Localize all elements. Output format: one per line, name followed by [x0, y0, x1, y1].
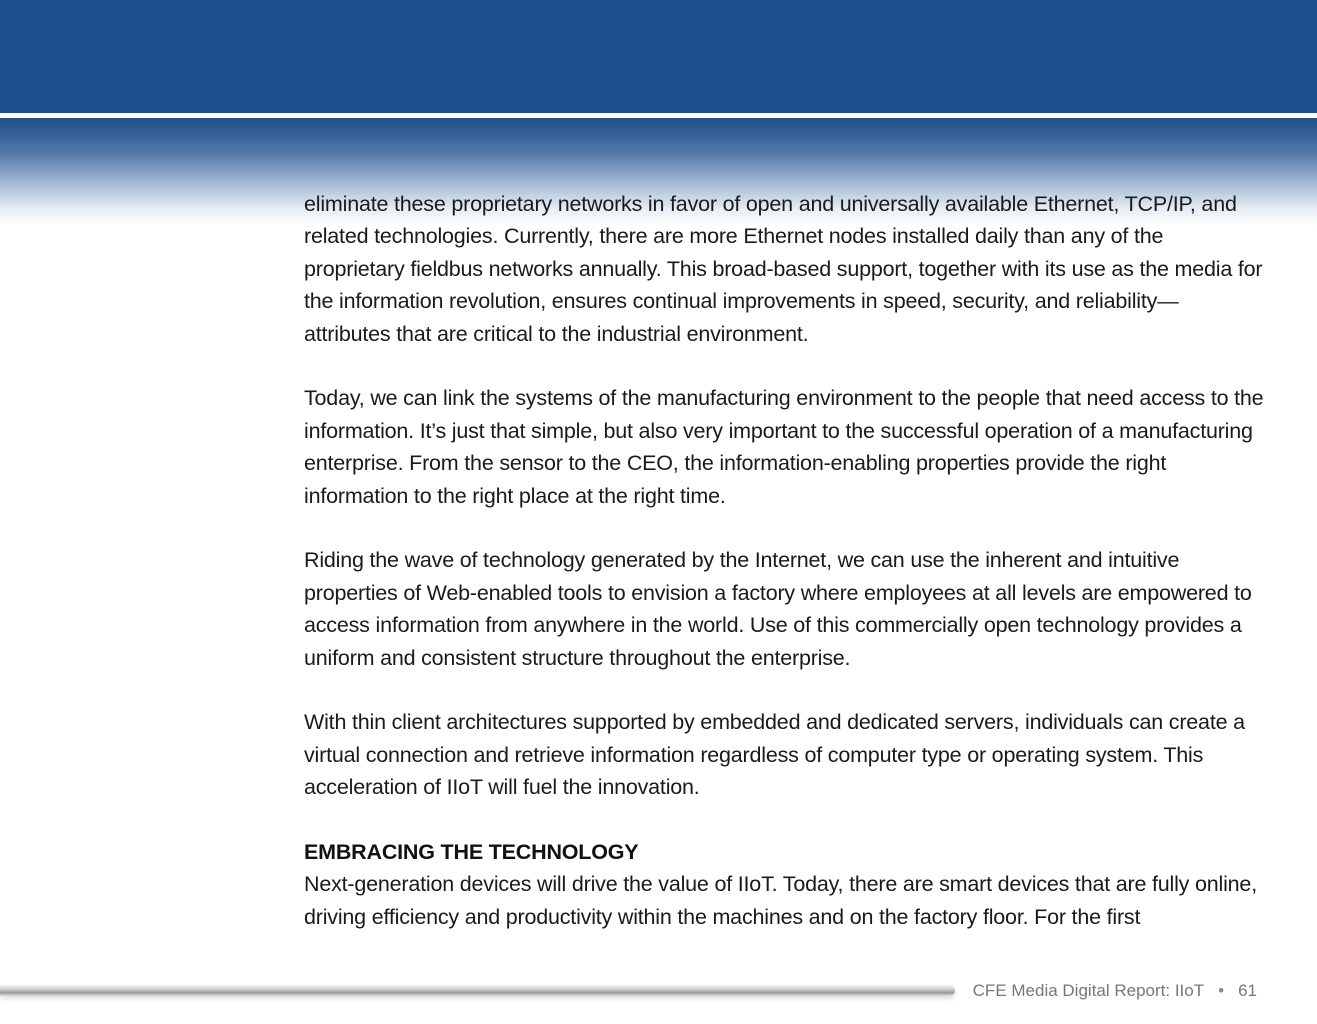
paragraph-ethernet: eliminate these proprietary networks in favor of open and universally available Ethernet, TCP/IP, and related technologies. Currently, there are more Ethernet nodes installed daily than any of the proprietary fieldbus networks annually. This broad-based support, together with its use as the media for the information revolution, ensures continual improvements in speed, security, and reliability—attributes that are critical to the industrial environment. — [304, 192, 1263, 346]
paragraph-web-enabled-tools: Riding the wave of technology generated by the Internet, we can use the inherent and intuitive properties of Web-enabled tools to envision a factory where employees at all levels are empowered to access information from anywhere in the world. Use of this commercially open technology provides a uniform and consistent structure throughout the enterprise. — [304, 548, 1252, 670]
header-band — [0, 0, 1317, 113]
footer-rule — [0, 985, 955, 996]
page-footer — [973, 980, 1257, 1002]
article-body — [304, 188, 1264, 933]
footer-report-title: CFE Media Digital Report: IIoT — [972, 981, 1205, 1000]
section-heading: EMBRACING THE TECHNOLOGY — [304, 840, 639, 865]
paragraph-information-access: Today, we can link the systems of the manufacturing environment to the people that need access to the information. It’s just that simple, but also very important to the successful operation of a manufacturing enterprise. From the sensor to the CEO, the information-enabling properties provide the right information to the right place at the right time. — [304, 386, 1264, 508]
page-number: 61 — [1238, 981, 1257, 1000]
paragraph-thin-client: With thin client architectures supported by embedded and dedicated servers, individuals can create a virtual connection and retrieve information regardless of computer type or operating system. This acceleration of IIoT will fuel the innovation. — [304, 710, 1245, 800]
footer-separator: • — [1218, 981, 1225, 1000]
paragraph-next-generation-devices: Next-generation devices will drive the value of IIoT. Today, there are smart devices that are fully online, driving efficiency and productivity within the machines and on the factory floor. For the first — [304, 872, 1257, 929]
